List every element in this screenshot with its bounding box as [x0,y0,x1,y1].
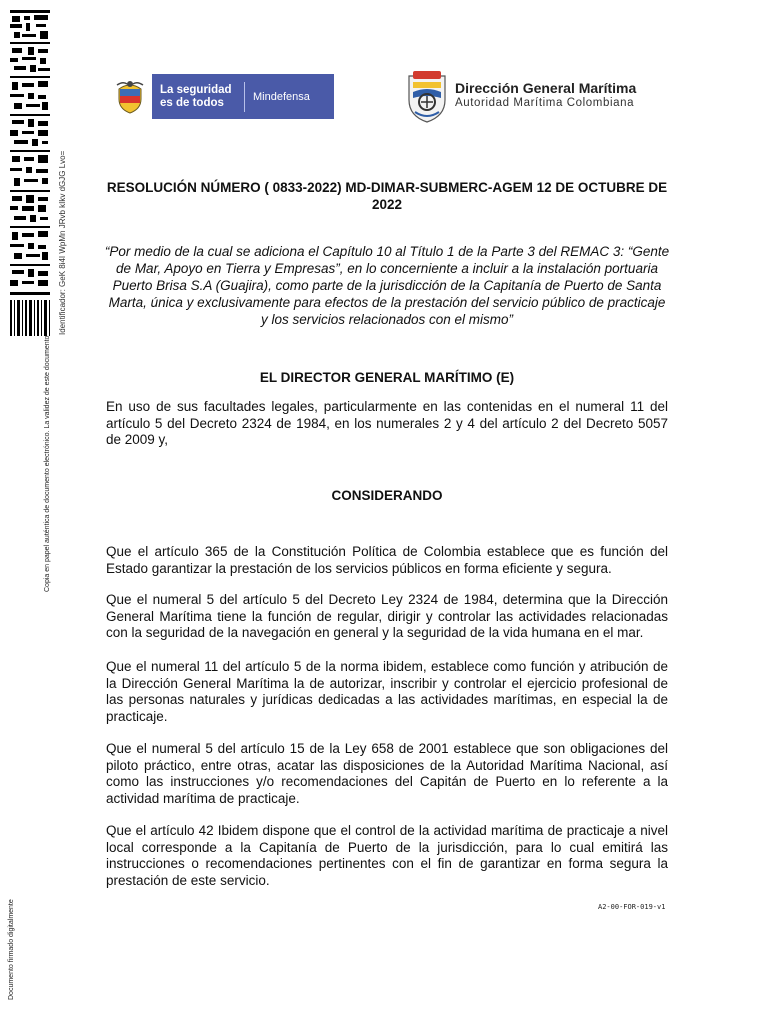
considerando-paragraph: Que el numeral 5 del artículo 5 del Decreto Ley 2324 de 1984, determina que la Dirección General Marítima tiene la función de regular, dirigir y controlar las actividades relacionadas con la seguridad de la navegación en general y la seguridad de la vida humana en el mar. [106,592,668,640]
considerando-paragraph: Que el artículo 365 de la Constitución Política de Colombia establece que es función del Estado garantizar la prestación de los servicios públicos en forma eficiente y segura. [106,544,668,576]
dimar-name: Dirección General Marítima [455,80,637,96]
director-heading: EL DIRECTOR GENERAL MARÍTIMO (E) [259,370,515,385]
mindefensa-logo [108,74,334,119]
dimar-subtitle: Autoridad Marítima Colombiana [455,97,635,109]
dimar-logo [405,68,670,124]
digitally-signed-note: Documento firmado digitalmente [8,899,15,1000]
dimar-emblem-icon [405,68,449,124]
document-identifier: Identificador: GeK 8i4I WpMn JRvb kIkv dGJG Lvo= [58,150,67,335]
document-barcode [8,8,52,338]
intro-paragraph: En uso de sus facultades legales, particularmente en las contenidas en el numeral 11 del artículo 5 del Decreto 2324 de 1984, en los numerales 2 y 4 del artículo 2 del Decreto 5057 de 2009 y, [106,399,668,447]
ministry-name: Mindefensa [253,90,310,103]
resolution-subject: “Por medio de la cual se adiciona el Capítulo 10 al Título 1 de la Parte 3 del REMAC 3: “Gente de Mar, Apoyo en Tierra y Empresas”, en lo concerniente a incluir a la instalación portuaria Puerto Brisa S.A (Guajira), como parte de la jurisdicción de la Capitanía de Puerto de Santa Marta, única y exclusivamente para efectos de la prestación del servicio público de practicaje y los servicios relacionados con el mismo” [104,244,670,327]
considerando-paragraph: Que el artículo 42 Ibidem dispone que el control de la actividad marítima de practicaje a nivel local corresponde a la Capitanía de Puerto de la jurisdicción, para lo cual emitirá las instrucciones o recomendaciones pertinentes con el fin de garantizar en forma segura la prestación de este servicio. [106,823,668,888]
considerando-heading: CONSIDERANDO [331,488,443,503]
form-code: A2-00-FOR-019-v1 [598,903,666,911]
considerando-paragraph: Que el numeral 11 del artículo 5 de la norma ibidem, establece como función y atribución de la Dirección General Marítima la de autorizar, inscribir y controlar el ejercicio profesional de las personas naturales y jurídicas dedicadas a las actividades marítimas, en especial la de practicaje. [106,659,668,724]
authenticity-note: Copia en papel auténtica de documento electrónico. La validez de este documento [44,335,51,592]
considerando-paragraph: Que el numeral 5 del artículo 15 de la Ley 658 de 2001 establece que son obligaciones del piloto práctico, entre otras, acatar las disposiciones de la Autoridad Marítima Nacional, así como las instrucciones y/o recomendaciones del Capitán de Puerto en lo referente a la actividad marítima de practicaje. [106,741,668,806]
resolution-title: RESOLUCIÓN NÚMERO ( 0833-2022) MD-DIMAR-SUBMERC-AGEM 12 DE OCTUBRE DE 2022 [106,180,668,212]
government-tagline: La seguridad es de todos [160,83,232,109]
colombia-coat-of-arms-icon [108,74,152,119]
logo-divider [244,82,245,112]
